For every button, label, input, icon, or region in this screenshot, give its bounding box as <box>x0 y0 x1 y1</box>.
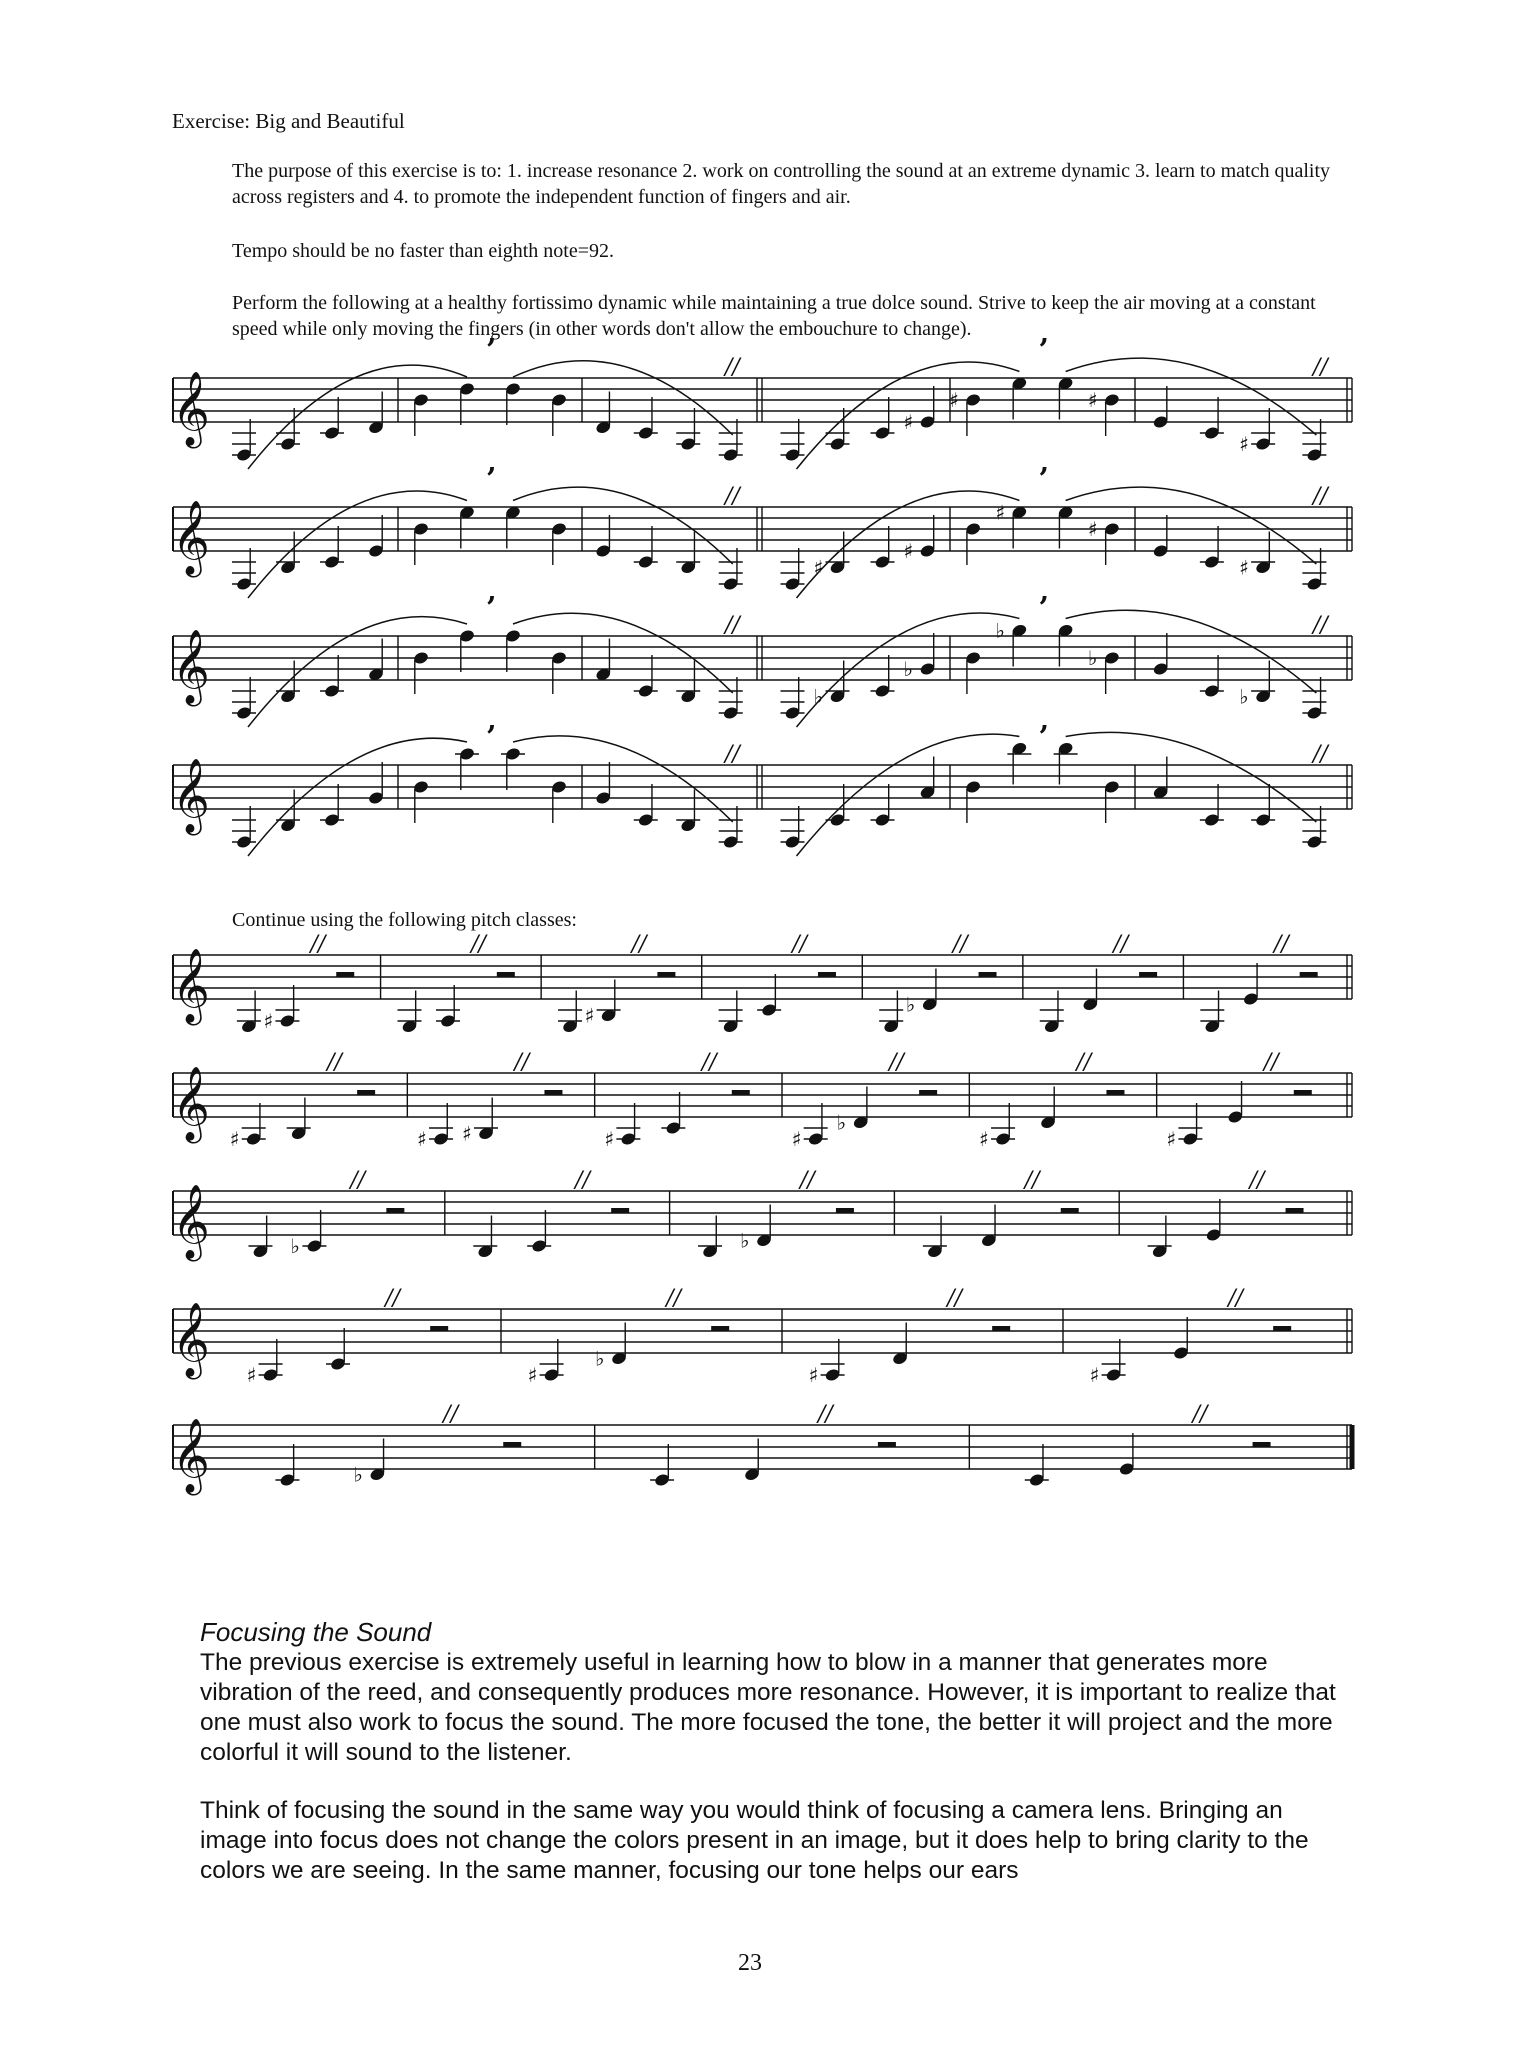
flat-sign: ♭ <box>995 618 1005 643</box>
treble-clef: 𝄞 <box>172 1185 210 1259</box>
caesura-mark: // <box>385 1286 401 1311</box>
flat-sign: ♭ <box>813 684 823 709</box>
caesura-mark: // <box>817 1402 833 1427</box>
half-rest <box>1300 972 1318 977</box>
caesura-mark: // <box>799 1168 815 1193</box>
half-rest <box>992 1326 1010 1331</box>
flat-sign: ♭ <box>290 1234 300 1258</box>
sharp-sign: ♯ <box>604 1127 615 1151</box>
half-rest <box>336 972 354 977</box>
sharp-sign: ♯ <box>229 1127 240 1151</box>
instructions-paragraph: Perform the following at a healthy fortissimo dynamic while maintaining a true dolce sound. Strive to keep the air moving at a constant speed while only moving the fingers (in other words don't allow the embouchure to change). <box>232 292 1316 340</box>
breath-mark: ’ <box>486 333 497 368</box>
caesura-mark: // <box>514 1050 530 1075</box>
sharp-sign: ♯ <box>246 1363 257 1387</box>
caesura-mark: // <box>1024 1168 1040 1193</box>
sharp-sign: ♯ <box>808 1363 819 1387</box>
flat-sign: ♭ <box>353 1462 363 1487</box>
caesura-mark: // <box>631 932 647 957</box>
caesura-mark: // <box>792 932 808 957</box>
flat-sign: ♭ <box>595 1346 605 1371</box>
slur <box>248 365 467 469</box>
breath-mark: ’ <box>486 720 497 755</box>
page-number: 23 <box>738 1950 762 1976</box>
exercise-title: Exercise: Big and Beautiful <box>172 109 405 133</box>
breath-mark: ’ <box>486 462 497 497</box>
exercise-system <box>172 333 1352 469</box>
half-rest <box>919 1090 937 1095</box>
caesura-mark: // <box>1273 932 1289 957</box>
slur <box>513 613 733 693</box>
slur <box>513 361 733 435</box>
continue-label: Continue using the following pitch classes: <box>232 909 577 931</box>
exercise-system <box>172 720 1352 856</box>
half-rest <box>1139 972 1157 977</box>
sharp-sign: ♯ <box>903 539 914 563</box>
caesura-mark: // <box>327 1050 342 1075</box>
half-rest <box>357 1090 375 1095</box>
tempo-paragraph: Tempo should be no faster than eighth note=92. <box>232 240 615 262</box>
half-rest <box>732 1090 750 1095</box>
caesura-mark: // <box>725 355 740 380</box>
half-rest <box>878 1442 896 1447</box>
body-paragraph-1: The previous exercise is extremely useful in learning how to blow in a manner that generates more vibration of the reed, and consequently produces more resonance. However, it is important to realize that one must also work to focus the sound. The more focused the tone, the better it will project and the more colorful it will sound to the listener. <box>200 1649 1336 1766</box>
sharp-sign: ♯ <box>584 1003 595 1028</box>
caesura-mark: // <box>1313 484 1328 509</box>
sharp-sign: ♯ <box>979 1127 989 1151</box>
caesura-mark: // <box>350 1168 366 1193</box>
half-rest <box>711 1326 729 1331</box>
half-rest <box>836 1208 854 1213</box>
caesura-mark: // <box>471 932 486 957</box>
sharp-sign: ♯ <box>949 388 959 412</box>
flat-sign: ♭ <box>1087 646 1098 670</box>
caesura-mark: // <box>443 1402 459 1427</box>
caesura-mark: // <box>1113 932 1129 957</box>
caesura-mark: // <box>952 932 968 957</box>
half-rest <box>386 1208 404 1213</box>
caesura-mark: // <box>1313 355 1328 380</box>
sharp-sign: ♯ <box>791 1127 802 1151</box>
caesura-mark: // <box>1228 1286 1244 1311</box>
sharp-sign: ♯ <box>527 1363 538 1387</box>
half-rest <box>818 972 836 977</box>
half-rest <box>1061 1208 1079 1213</box>
treble-clef: 𝄞 <box>172 1303 210 1377</box>
caesura-mark: // <box>310 932 326 957</box>
caesura-mark: // <box>1076 1050 1092 1075</box>
sharp-sign: ♯ <box>1239 432 1249 456</box>
caesura-mark: // <box>575 1168 591 1193</box>
caesura-mark: // <box>701 1050 717 1075</box>
caesura-mark: // <box>666 1286 682 1311</box>
pitch-class-system <box>172 1286 1352 1387</box>
caesura-mark: // <box>889 1050 904 1075</box>
slur <box>1066 487 1317 564</box>
flat-sign: ♭ <box>903 657 913 681</box>
half-rest <box>497 972 515 977</box>
slur <box>797 734 1020 856</box>
treble-clef: 𝄞 <box>172 372 210 446</box>
sharp-sign: ♯ <box>263 1009 274 1033</box>
breath-mark: ’ <box>1038 591 1049 626</box>
body-paragraph-2: Think of focusing the sound in the same way you would think of focusing a camera lens. Bringing an image into focus does not change the colors present in an image, but it does help to bring clarity to the colors we are seeing. In the same manner, focusing our tone helps our ears <box>200 1797 1309 1884</box>
sharp-sign: ♯ <box>1166 1127 1177 1151</box>
sharp-sign: ♯ <box>1239 555 1249 580</box>
sharp-sign: ♯ <box>417 1127 427 1151</box>
treble-clef: 𝄞 <box>172 1419 210 1493</box>
pitch-class-system <box>172 1168 1352 1262</box>
exercise-system <box>172 591 1352 727</box>
slur <box>248 738 467 856</box>
flat-sign: ♭ <box>905 992 916 1017</box>
sharp-sign: ♯ <box>813 555 824 580</box>
caesura-mark: // <box>1192 1402 1208 1427</box>
half-rest <box>979 972 997 977</box>
sharp-sign: ♯ <box>1089 1363 1100 1387</box>
sharp-sign: ♯ <box>995 500 1006 525</box>
half-rest <box>430 1326 448 1331</box>
half-rest <box>503 1442 521 1447</box>
pitch-class-system <box>172 1402 1352 1496</box>
breath-mark: ’ <box>1038 462 1049 497</box>
caesura-mark: // <box>1313 742 1328 767</box>
caesura-mark: // <box>947 1286 963 1311</box>
sharp-sign: ♯ <box>1087 517 1098 541</box>
breath-mark: ’ <box>1038 333 1049 368</box>
flat-sign: ♭ <box>1239 684 1249 709</box>
sharp-sign: ♯ <box>903 410 914 434</box>
half-rest <box>1106 1090 1124 1095</box>
purpose-paragraph: The purpose of this exercise is to: 1. increase resonance 2. work on controlling the sound at an extreme dynamic 3. learn to match quality across registers and 4. to promote the independent function of fingers and air. <box>232 160 1330 208</box>
caesura-mark: // <box>725 742 740 767</box>
half-rest <box>544 1090 562 1095</box>
caesura-mark: // <box>1263 1050 1279 1075</box>
caesura-mark: // <box>1249 1168 1265 1193</box>
sharp-sign: ♯ <box>1087 388 1098 412</box>
slur <box>513 487 733 564</box>
half-rest <box>611 1208 629 1213</box>
treble-clef: 𝄞 <box>172 630 210 704</box>
half-rest <box>1286 1208 1304 1213</box>
treble-clef: 𝄞 <box>172 1067 210 1141</box>
half-rest <box>657 972 675 977</box>
flat-sign: ♭ <box>836 1110 847 1135</box>
caesura-mark: // <box>725 613 740 638</box>
caesura-mark: // <box>1313 613 1328 638</box>
slur <box>248 617 467 727</box>
pitch-class-system <box>172 1050 1352 1151</box>
half-rest <box>1273 1326 1291 1331</box>
treble-clef: 𝄞 <box>172 501 210 575</box>
sharp-sign: ♯ <box>462 1121 472 1146</box>
slur <box>1066 358 1317 435</box>
half-rest <box>1253 1442 1271 1447</box>
breath-mark: ’ <box>486 591 497 626</box>
section-heading: Focusing the Sound <box>200 1617 432 1647</box>
pitch-class-system <box>172 932 1352 1034</box>
half-rest <box>1294 1090 1312 1095</box>
breath-mark: ’ <box>1038 720 1049 755</box>
treble-clef: 𝄞 <box>172 759 210 833</box>
flat-sign: ♭ <box>740 1228 750 1253</box>
exercise-system <box>172 462 1352 598</box>
treble-clef: 𝄞 <box>172 949 210 1023</box>
caesura-mark: // <box>725 484 740 509</box>
